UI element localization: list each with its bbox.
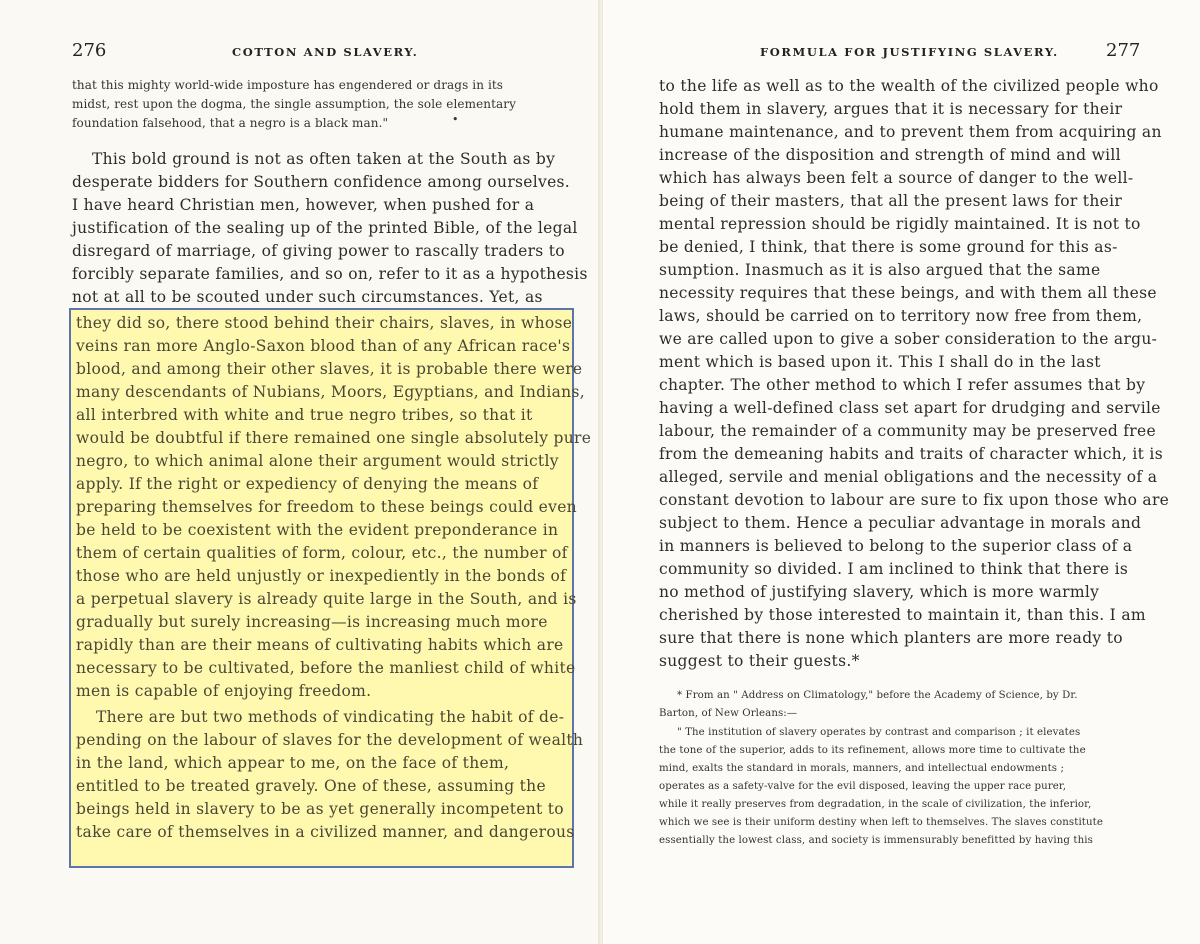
text-line: labour, the remainder of a community may be preserved free (659, 422, 1156, 440)
highlighted-text-line: be held to be coexistent with the evident preponderance in (76, 521, 559, 539)
footnote-line: the tone of the superior, adds to its refinement, allows more time to cultivate the (659, 745, 1086, 756)
footnote-line: * From an " Address on Climatology," before the Academy of Science, by Dr. (677, 690, 1078, 701)
highlighted-text-line: gradually but surely increasing—is increasing much more (76, 613, 548, 631)
text-line: mental repression should be rigidly maintained. It is not to (659, 215, 1141, 233)
highlighted-text-line: veins ran more Anglo-Saxon blood than of any African race's (76, 337, 571, 355)
text-line: necessity requires that these beings, and with them all these (659, 284, 1157, 302)
highlighted-text-line: in the land, which appear to me, on the face of them, (76, 754, 510, 772)
text-line: we are called upon to give a sober consideration to the argu- (659, 330, 1158, 348)
highlighted-text-line: them of certain qualities of form, colour, etc., the number of (76, 544, 568, 562)
highlighted-text-line: preparing themselves for freedom to these beings could even (76, 498, 577, 516)
highlighted-text-line: they did so, there stood behind their chairs, slaves, in whose (76, 314, 573, 332)
highlighted-text-line: many descendants of Nubians, Moors, Egyptians, and Indians, (76, 383, 585, 401)
text-line: chapter. The other method to which I refer assumes that by (659, 376, 1146, 394)
text-line: sumption. Inasmuch as it is also argued that the same (659, 261, 1101, 279)
highlighted-text-line: entitled to be treated gravely. One of these, assuming the (76, 777, 546, 795)
text-line: disregard of marriage, of giving power to rascally traders to (72, 242, 565, 260)
highlighted-text-line: negro, to which animal alone their argument would strictly (76, 452, 559, 470)
highlighted-text-line: take care of themselves in a civilized manner, and dangerous (76, 823, 575, 841)
text-line: being of their masters, that all the present laws for their (659, 192, 1123, 210)
text-line: hold them in slavery, argues that it is necessary for their (659, 100, 1123, 118)
text-line: no method of justifying slavery, which is more warmly (659, 583, 1100, 601)
text-line: ment which is based upon it. This I shall do in the last (659, 353, 1101, 371)
right-running-head: FORMULA FOR JUSTIFYING SLAVERY. (760, 45, 1059, 59)
footnote-line: Barton, of New Orleans:— (659, 708, 798, 719)
text-line: to the life as well as to the wealth of the civilized people who (659, 77, 1159, 95)
text-line: from the demeaning habits and traits of character which, it is (659, 445, 1163, 463)
highlighted-text-line: blood, and among their other slaves, it is probable there were (76, 360, 583, 378)
quote-line: foundation falsehood, that a negro is a black man." (72, 116, 389, 130)
text-line: community so divided. I am inclined to think that there is (659, 560, 1129, 578)
highlighted-text-line: beings held in slavery to be as yet generally incompetent to (76, 800, 564, 818)
text-line: having a well-defined class set apart for drudging and servile (659, 399, 1161, 417)
text-line: alleged, servile and menial obligations and the necessity of a (659, 468, 1158, 486)
footnote-line: which we see is their uniform destiny when left to themselves. The slaves constitute (659, 817, 1103, 828)
text-line: be denied, I think, that there is some ground for this as- (659, 238, 1118, 256)
text-line: sure that there is none which planters are more ready to (659, 629, 1123, 647)
footnote-line: operates as a safety-valve for the evil disposed, leaving the upper race purer, (659, 781, 1067, 792)
text-line: desperate bidders for Southern confidence among ourselves. (72, 173, 571, 191)
text-line: justification of the sealing up of the printed Bible, of the legal (72, 219, 578, 237)
highlighted-text-line: There are but two methods of vindicating the habit of de- (96, 708, 565, 726)
highlighted-text-line: would be doubtful if there remained one single absolutely pure (76, 429, 592, 447)
text-line: in manners is believed to belong to the superior class of a (659, 537, 1133, 555)
footnote-line: " The institution of slavery operates by contrast and comparison ; it elevates (677, 727, 1081, 738)
right-page-number: 277 (1106, 40, 1141, 61)
text-line: cherished by those interested to maintain it, than this. I am (659, 606, 1146, 624)
left-page-number: 276 (72, 40, 107, 61)
text-line: I have heard Christian men, however, when pushed for a (72, 196, 535, 214)
highlighted-text-line: all interbred with white and true negro tribes, so that it (76, 406, 533, 424)
text-line: not at all to be scouted under such circumstances. Yet, as (72, 288, 543, 306)
footnote-line: essentially the lowest class, and society is immensurably benefitted by having this (659, 835, 1093, 846)
text-line: subject to them. Hence a peculiar advantage in morals and (659, 514, 1142, 532)
left-running-head: COTTON AND SLAVERY. (232, 45, 419, 59)
highlighted-text-line: rapidly than are their means of cultivating habits which are (76, 636, 564, 654)
text-line: suggest to their guests.* (659, 652, 860, 670)
highlighted-text-line: men is capable of enjoying freedom. (76, 682, 372, 700)
text-line: increase of the disposition and strength of mind and will (659, 146, 1121, 164)
text-line: which has always been felt a source of danger to the well- (659, 169, 1134, 187)
highlighted-text-line: those who are held unjustly or inexpediently in the bonds of (76, 567, 567, 585)
highlighted-text-line: necessary to be cultivated, before the manliest child of white (76, 659, 576, 677)
footnote-line: while it really preserves from degradation, in the scale of civilization, the inferior, (659, 799, 1092, 810)
highlighted-text-line: apply. If the right or expediency of denying the means of (76, 475, 539, 493)
right-page (603, 0, 1200, 944)
text-line: laws, should be carried on to territory now free from them, (659, 307, 1143, 325)
highlighted-text-line: pending on the labour of slaves for the development of wealth (76, 731, 584, 749)
highlighted-text-line: a perpetual slavery is already quite large in the South, and is (76, 590, 577, 608)
quote-line: midst, rest upon the dogma, the single assumption, the sole elementary (72, 97, 517, 111)
print-mark: • (452, 113, 459, 126)
text-line: constant devotion to labour are sure to fix upon those who are (659, 491, 1170, 509)
text-line: humane maintenance, and to prevent them from acquiring an (659, 123, 1162, 141)
quote-line: that this mighty world-wide imposture has engendered or drags in its (72, 78, 504, 92)
footnote-line: mind, exalts the standard in morals, manners, and intellectual endowments ; (659, 763, 1064, 774)
text-line: forcibly separate families, and so on, refer to it as a hypothesis (72, 265, 588, 283)
text-line: This bold ground is not as often taken at the South as by (92, 150, 556, 168)
